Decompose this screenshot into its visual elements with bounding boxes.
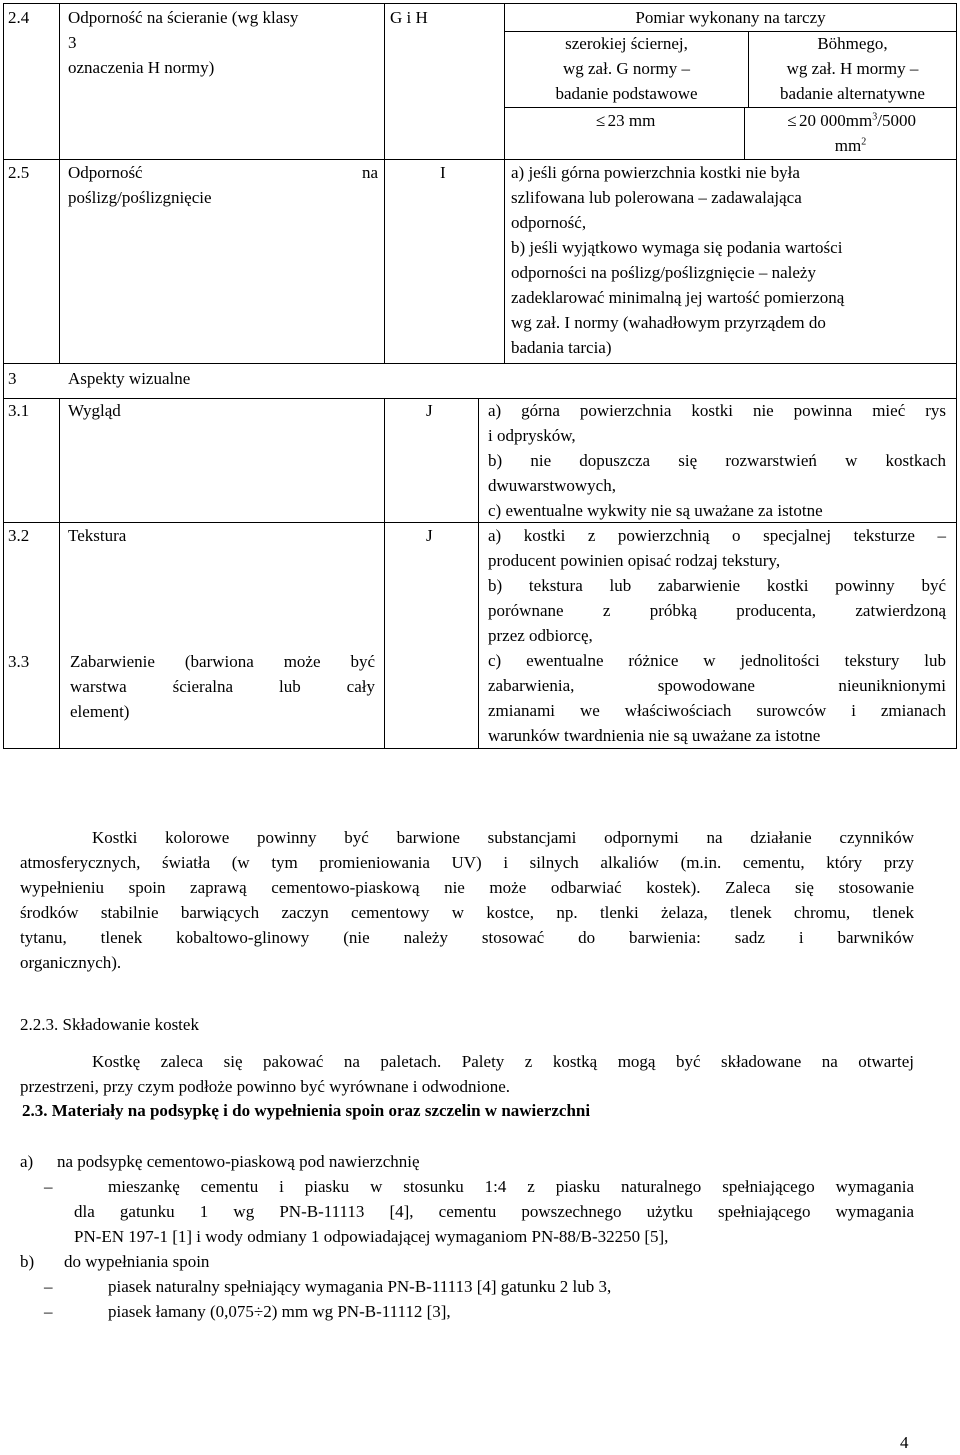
- text-line: wypełnieniu spoin zaprawą cementowo-piaskową nie może odbarwiać kostek). Zaleca się stosowanie: [20, 878, 914, 897]
- text-line: atmosferycznych, światła (w tym promieniowania UV) i silnych alkaliów (m.in. cementu, który przy: [20, 853, 914, 872]
- less-equal-icon: ≤: [595, 111, 606, 130]
- row-3-name: Aspekty wizualne: [68, 369, 191, 388]
- text-line: a) kostki z powierzchnią o specjalnej teksturze –: [488, 526, 946, 545]
- row-2-4-name: Odporność na ścieranie (wg klasy 3 oznaczenia H normy): [68, 8, 299, 77]
- section-2-3-heading: 2.3. Materiały na podsypkę i do wypełnienia spoin oraz szczelin w nawierzchni: [22, 1101, 591, 1120]
- row-3-1-number: 3.1: [8, 401, 30, 420]
- text-line: dla gatunku 1 wg PN-B-11113 [4], cementu powszechnego użytku spełniającego wymagania: [74, 1202, 914, 1221]
- text-line: b) tekstura lub zabarwienie kostki powinny być: [488, 576, 946, 595]
- colorants-paragraph: [20, 825, 914, 975]
- list-a-item: [74, 1174, 914, 1249]
- text-line: badania tarcia): [511, 338, 612, 357]
- row-3-1-name: Wygląd: [68, 401, 121, 420]
- row-2-5-requirements: [511, 160, 951, 360]
- text-line: a) górna powierzchnia kostki nie powinna mieć rys: [488, 401, 946, 420]
- row-2-5-mark: I: [440, 163, 446, 182]
- list-b-text: do wypełniania spoin: [64, 1252, 210, 1271]
- list-b-item-2: piasek łamany (0,075÷2) mm wg PN-B-11112 [3],: [108, 1302, 451, 1321]
- value-b: ≤ 20 $000mm^3/5000$ $mm^2$: [745, 108, 956, 158]
- text-line: tytanu, tlenek kobaltowo-glinowy (nie należy stosować do barwienia: sadz i barwników: [20, 928, 914, 947]
- text-line: c) ewentualne wykwity nie są uważane za istotne: [488, 501, 823, 520]
- row-2-4-mark: G i H: [390, 8, 428, 27]
- method-header: Pomiar wykonany na tarczy: [635, 8, 826, 27]
- list-b-label: b): [20, 1252, 35, 1271]
- text-line: organicznych).: [20, 953, 122, 972]
- list-a-text: na podsypkę cementowo-piaskową pod nawierzchnię: [57, 1152, 420, 1171]
- value-a: ≤ 23 mm: [505, 108, 744, 133]
- text-line: b) nie dopuszcza się rozwarstwień w kostkach: [488, 451, 946, 470]
- text-line: PN-EN 197-1 [1] i wody odmiany 1 odpowiadającej wymaganiom PN-88/B-32250 [5],: [74, 1227, 669, 1246]
- list-b-dash-2: –: [44, 1302, 53, 1321]
- section-2-2-3-heading: 2.2.3. Składowanie kostek: [20, 1015, 199, 1034]
- method-column-a: szerokiej ściernej, wg zał. G normy – badanie podstawowe: [555, 34, 698, 103]
- row-3-number: 3: [8, 369, 17, 388]
- text-line: odporność,: [511, 213, 587, 232]
- text-line: mieszankę cementu i piasku w stosunku 1:4 z piasku naturalnego spełniającego wymagania: [108, 1177, 914, 1196]
- text-line: odporności na poślizg/poślizgnięcie – należy: [511, 263, 816, 282]
- text-line: porównane z próbką producenta, zatwierdzoną: [488, 601, 946, 620]
- text-line: zabarwienia, spowodowane nieuniknionymi: [488, 676, 946, 695]
- less-equal-icon: ≤: [787, 111, 797, 130]
- text-line: dwuwarstwowych,: [488, 476, 616, 495]
- list-b-dash-1: –: [44, 1277, 53, 1296]
- row-2-4-number: 2.4: [8, 8, 30, 27]
- list-a-dash: –: [44, 1177, 53, 1196]
- row-2-5-number: 2.5: [8, 163, 30, 182]
- page-number: 4: [900, 1433, 909, 1452]
- row-3-2-mark: J: [426, 526, 433, 545]
- text-line: warunków twardnienia nie są uważane za istotne: [488, 726, 821, 745]
- method-column-b: Böhmego, wg zał. H mormy – badanie alternatywne: [780, 34, 925, 103]
- row-3-2-number: 3.2: [8, 526, 30, 545]
- text-line: wg zał. I normy (wahadłowym przyrządem do: [511, 313, 826, 332]
- text-line: przestrzeni, przy czym podłoże powinno być wyrównane i odwodnione.: [20, 1077, 511, 1096]
- text-line: c) ewentualne różnice w jednolitości tekstury lub: [488, 651, 946, 670]
- text-line: i odprysków,: [488, 426, 576, 445]
- row-3-3-number: 3.3: [8, 652, 30, 671]
- list-b-item-1: piasek naturalny spełniający wymagania PN-B-11113 [4] gatunku 2 lub 3,: [108, 1277, 612, 1296]
- row-3-2-name: Tekstura: [68, 526, 127, 545]
- row-2-5-name: Odporność na poślizg/poślizgnięcie: [68, 163, 378, 207]
- text-line: Kostkę zaleca się pakować na paletach. Palety z kostką mogą być składowane na otwartej: [92, 1052, 914, 1071]
- text-line: zadeklarować minimalną jej wartość pomierzoną: [511, 288, 845, 307]
- text-line: środków stabilnie barwiących zaczyn cementowy w kostce, np. tlenki żelaza, tlenek chromu, tlenek: [20, 903, 914, 922]
- row-3-2-requirements: [488, 523, 946, 748]
- row-3-1-mark: J: [426, 401, 433, 420]
- text-line: Kostki kolorowe powinny być barwione substancjami odpornymi na działanie czynników: [92, 828, 914, 847]
- text-line: a) jeśli górna powierzchnia kostki nie była: [511, 163, 800, 182]
- row-3-3-name: Zabarwienie (barwiona może być warstwa ścieralna lub cały element): [70, 652, 375, 721]
- text-line: producent powinien opisać rodzaj tekstury,: [488, 551, 781, 570]
- list-a-label: a): [20, 1152, 34, 1171]
- text-line: szlifowana lub polerowana – zadawalająca: [511, 188, 802, 207]
- text-line: zmianami we właściwościach surowców i zmianach: [488, 701, 946, 720]
- row-3-1-requirements: [488, 398, 946, 523]
- storage-paragraph: [20, 1049, 914, 1099]
- text-line: b) jeśli wyjątkowo wymaga się podania wartości: [511, 238, 843, 257]
- text-line: przez odbiorcę,: [488, 626, 593, 645]
